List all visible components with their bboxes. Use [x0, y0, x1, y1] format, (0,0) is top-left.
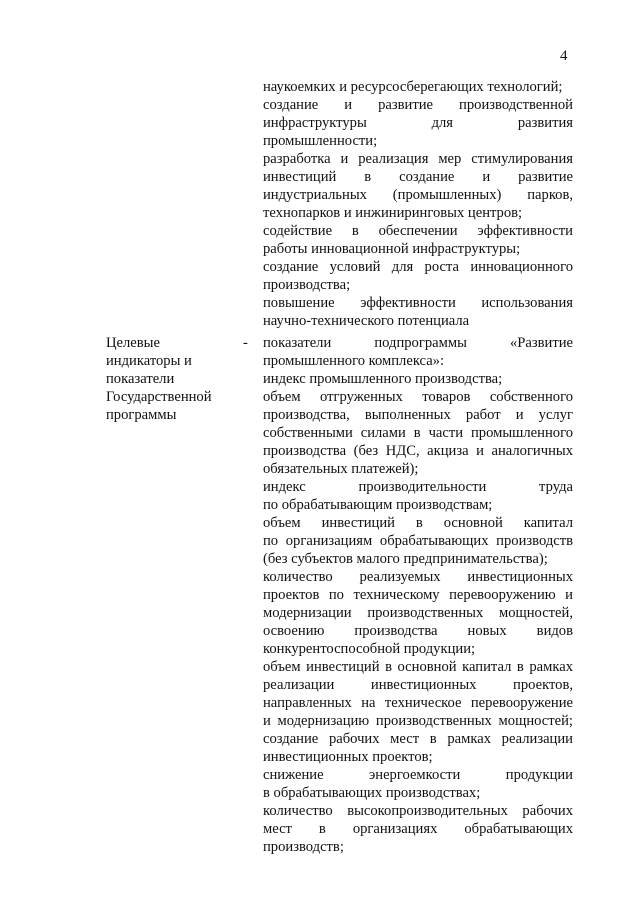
text-line: технопарков и инжиниринговых центров;: [263, 205, 523, 221]
text-line: инвестиций в создание и развитие: [263, 169, 573, 185]
text-line: разработка и реализация мер стимулирования: [263, 151, 573, 167]
indicator-line: собственными силами в части промышленного: [263, 425, 573, 441]
indicator-line: проектов по техническому перевооружению и: [263, 587, 573, 603]
text-line: повышение эффективности использования: [263, 295, 573, 311]
indicator-line: объем отгруженных товаров собственного: [263, 389, 573, 405]
indicator-line: количество высокопроизводительных рабочих: [263, 803, 573, 819]
indicator-line: производства, выполненных работ и услуг: [263, 407, 573, 423]
indicator-line: производства (без НДС, акциза и аналогичных: [263, 443, 573, 459]
text-line: индустриальных (промышленных) парков,: [263, 187, 573, 203]
indicator-line: мест в организациях обрабатывающих: [263, 821, 573, 837]
indicator-line: индекс промышленного производства;: [263, 371, 503, 387]
indicator-line: модернизации производственных мощностей,: [263, 605, 573, 621]
text-line: промышленности;: [263, 133, 378, 149]
section-label-indicators: [106, 334, 236, 424]
indicator-line: объем инвестиций в основной капитал в рамках: [263, 659, 573, 675]
indicator-line: производств;: [263, 839, 344, 855]
indicator-line: обязательных платежей);: [263, 461, 419, 477]
indicator-line: объем инвестиций в основной капитал: [263, 515, 573, 531]
page-number: 4: [560, 48, 568, 64]
section-dash: -: [243, 335, 248, 351]
text-line: инфраструктуры для развития: [263, 115, 573, 131]
indicator-line: и модернизацию производственных мощностей;: [263, 713, 573, 729]
indicator-line: промышленного комплекса»:: [263, 353, 445, 369]
text-line: содействие в обеспечении эффективности: [263, 223, 573, 239]
indicator-line: инвестиционных проектов;: [263, 749, 433, 765]
indicator-line: освоению производства новых видов: [263, 623, 573, 639]
indicator-line: по организациям обрабатывающих производств: [263, 533, 573, 549]
indicator-line: (без субъектов малого предпринимательства);: [263, 551, 548, 567]
section-label-line: Целевые: [106, 335, 160, 351]
text-line: производства;: [263, 277, 351, 293]
indicator-line: показатели подпрограммы «Развитие: [263, 335, 573, 351]
section-label-line: программы: [106, 407, 177, 423]
indicator-line: конкурентоспособной продукции;: [263, 641, 476, 657]
text-line: научно-технического потенциала: [263, 313, 470, 329]
text-line: создание и развитие производственной: [263, 97, 573, 113]
indicator-line: направленных на техническое перевооружение: [263, 695, 573, 711]
indicator-line: количество реализуемых инвестиционных: [263, 569, 573, 585]
indicator-line: создание рабочих мест в рамках реализации: [263, 731, 573, 747]
indicator-line: в обрабатывающих производствах;: [263, 785, 481, 801]
indicator-line: снижение энергоемкости продукции: [263, 767, 573, 783]
section-label-line: индикаторы и: [106, 353, 192, 369]
indicator-line: по обрабатывающим производствам;: [263, 497, 493, 513]
section-label-line: показатели: [106, 371, 175, 387]
section-label-line: Государственной: [106, 389, 212, 405]
text-line: создание условий для роста инновационного: [263, 259, 573, 275]
indicator-line: реализации инвестиционных проектов,: [263, 677, 573, 693]
indicators-block: [263, 334, 573, 856]
text-line: наукоемких и ресурсосберегающих технологий;: [263, 79, 563, 95]
goals-continuation-block: [263, 78, 573, 330]
text-line: работы инновационной инфраструктуры;: [263, 241, 521, 257]
indicator-line: индекс производительности труда: [263, 479, 573, 495]
